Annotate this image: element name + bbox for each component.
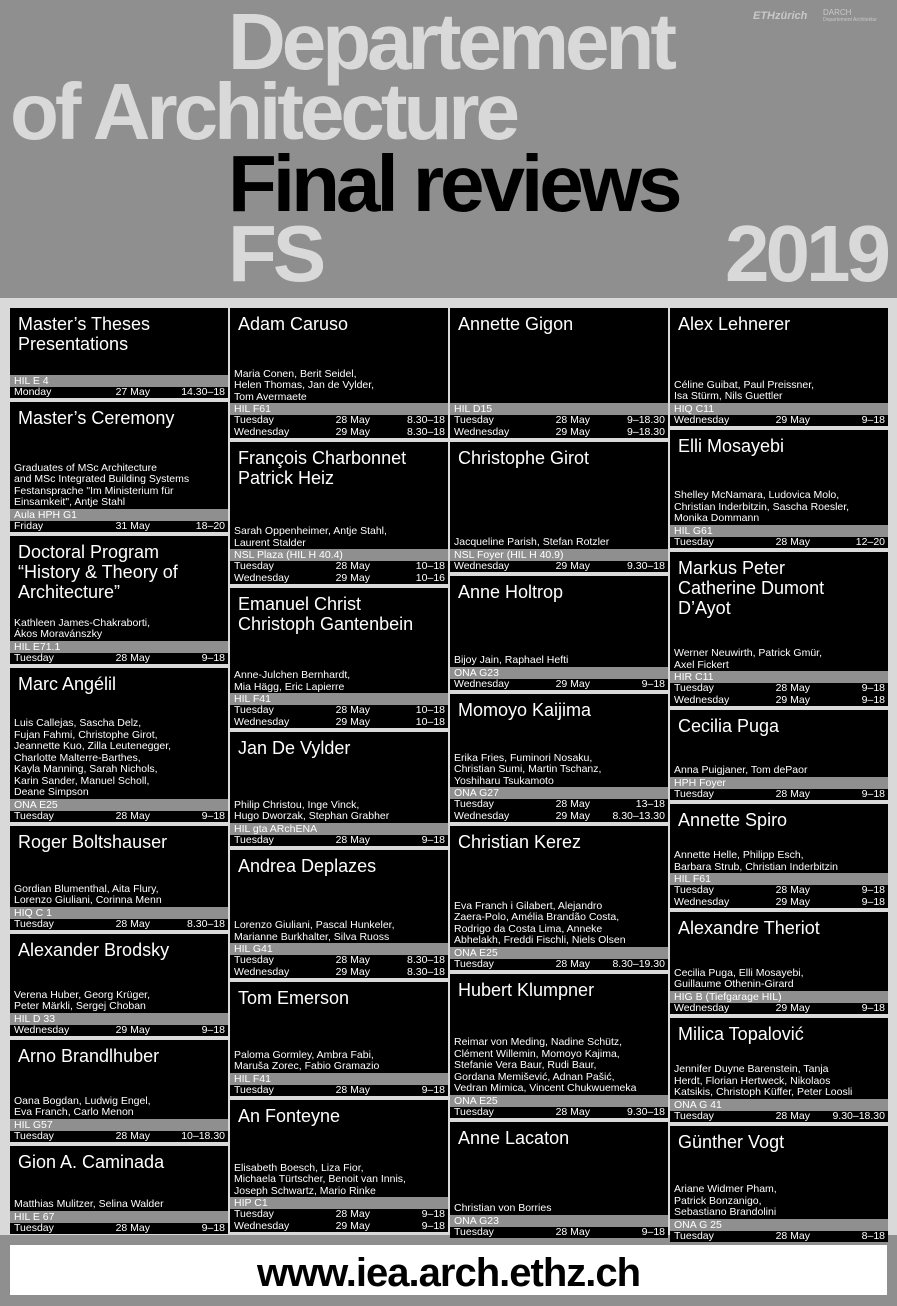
- session-row: [230, 705, 448, 717]
- card-jury: Philip Christou, Inge Vinck, Hugo Dworzak, Stephan Grabher: [234, 798, 390, 822]
- session-date: 29 May: [555, 559, 590, 572]
- card-jury: Céline Guibat, Paul Preissner, Isa Stürm, Nils Guettler: [674, 378, 815, 402]
- session-day: Tuesday: [674, 1229, 714, 1242]
- session-date: 29 May: [555, 809, 590, 822]
- session-date: 28 May: [775, 884, 810, 896]
- session-row: [230, 1221, 448, 1233]
- card-title: Christian Kerez: [458, 832, 582, 852]
- card-title: Gion A. Caminada: [18, 1152, 165, 1172]
- session-row: [450, 1227, 668, 1239]
- session-day: Tuesday: [674, 535, 714, 548]
- review-card: [450, 694, 668, 822]
- session-date: 28 May: [335, 1208, 370, 1220]
- session-time: 9–18: [861, 693, 885, 706]
- review-card: [230, 732, 448, 846]
- review-card: [450, 308, 668, 438]
- session-date: 28 May: [555, 1225, 590, 1238]
- session-day: Wednesday: [454, 677, 510, 690]
- review-card: [230, 850, 448, 978]
- card-title: Alexander Brodsky: [18, 940, 170, 960]
- session-row: [10, 521, 228, 533]
- card-room: ONA G 25: [670, 1219, 888, 1231]
- session-date: 28 May: [335, 1083, 370, 1096]
- session-day: Wednesday: [454, 559, 510, 572]
- session-time: 10–18: [415, 715, 445, 728]
- card-room: HIL D15: [450, 403, 668, 415]
- card-title: Emanuel Christ Christoph Gantenbein: [238, 594, 414, 634]
- session-day: Wednesday: [234, 571, 290, 584]
- review-card: [670, 710, 888, 800]
- session-day: Tuesday: [674, 884, 714, 896]
- title-line-4: FS: [228, 209, 323, 298]
- card-jury: Eva Franch i Gilabert, Alejandro Zaera-Polo, Amélia Brandão Costa, Rodrigo da Costa Lima, Anneke Abhelakh, Freddi Fischli, Niels Olsen: [454, 899, 626, 946]
- footer-url[interactable]: www.iea.arch.ethz.ch: [256, 1251, 641, 1295]
- session-date: 29 May: [335, 571, 370, 584]
- review-card: [670, 1126, 888, 1242]
- session-day: Tuesday: [234, 833, 274, 846]
- session-time: 9–18.30: [627, 414, 665, 426]
- card-title: Adam Caruso: [238, 314, 349, 334]
- card-title: Annette Spiro: [678, 810, 788, 830]
- card-jury: Reimar von Meding, Nadine Schütz, Clément Willemin, Momoyo Kajima, Stefanie Vera Baur, Rudi Baur, Gordana Memišević, Adnan Pašić, Vedran Mimica, Vincent Chukwuemeka: [454, 1036, 637, 1094]
- card-title: Anne Holtrop: [458, 582, 564, 602]
- session-date: 28 May: [555, 1105, 590, 1118]
- card-title: Hubert Klumpner: [458, 980, 595, 1000]
- card-jury: Graduates of MSc Architecture and MSc Integrated Building Systems Festansprache "Im Ministerium für Einsamkeit", Antje Stahl: [14, 461, 190, 508]
- darch-logo-text: DARCH: [823, 8, 852, 17]
- session-day: Wednesday: [234, 425, 290, 438]
- card-jury: Annette Helle, Philipp Esch, Barbara Strub, Christian Inderbitzin: [674, 849, 838, 873]
- session-date: 28 May: [335, 833, 370, 846]
- card-room: HIL gta ARchENA: [230, 823, 448, 835]
- card-jury: Verena Huber, Georg Krüger, Peter Märkli, Sergej Choban: [14, 988, 151, 1012]
- session-day: Tuesday: [14, 651, 54, 664]
- session-row: [230, 717, 448, 729]
- session-time: 9.30–18: [627, 559, 665, 572]
- card-title: Günther Vogt: [678, 1132, 785, 1152]
- session-date: 29 May: [555, 425, 590, 438]
- session-time: 9.30–18.30: [832, 1109, 885, 1122]
- review-card: [10, 536, 228, 664]
- session-row: [450, 679, 668, 691]
- session-date: 28 May: [775, 535, 810, 548]
- session-row: [230, 573, 448, 585]
- session-day: Wednesday: [674, 895, 730, 908]
- review-card: [230, 588, 448, 728]
- card-room: NSL Plaza (HIL H 40.4): [230, 549, 448, 561]
- card-jury: Elisabeth Boesch, Liza Fior, Michaela Türtscher, Benoit van Innis, Joseph Schwartz, Mario Rinke: [234, 1161, 406, 1197]
- session-day: Wednesday: [14, 1023, 70, 1036]
- session-date: 29 May: [335, 965, 370, 978]
- card-title: Roger Boltshauser: [18, 832, 168, 852]
- darch-logo: [823, 9, 877, 23]
- session-time: 13–18: [635, 798, 665, 810]
- card-room: HIL E 4: [10, 375, 228, 387]
- session-day: Wednesday: [454, 809, 510, 822]
- review-card: [670, 804, 888, 908]
- session-row: [10, 1025, 228, 1037]
- card-room: HIR C11: [670, 671, 888, 683]
- poster-header: [0, 0, 897, 298]
- review-card: [10, 826, 228, 930]
- session-time: 8–18: [861, 1229, 885, 1242]
- session-time: 9–18: [421, 833, 445, 846]
- session-row: [450, 959, 668, 971]
- card-room: HIL F41: [230, 1073, 448, 1085]
- card-room: ONA G23: [450, 1215, 668, 1227]
- card-room: HIL F61: [670, 873, 888, 885]
- session-time: 9–18: [421, 1219, 445, 1232]
- session-row: [670, 885, 888, 897]
- title-line-3: Final reviews: [228, 139, 679, 228]
- session-time: 9–18: [421, 1208, 445, 1220]
- card-title: Momoyo Kaijima: [458, 700, 592, 720]
- card-room: HIQ C11: [670, 403, 888, 415]
- card-title: François Charbonnet Patrick Heiz: [238, 448, 407, 488]
- session-row: [230, 427, 448, 439]
- review-card: [10, 934, 228, 1036]
- card-title: Milica Topalović: [678, 1024, 804, 1044]
- session-time: 12–20: [855, 535, 885, 548]
- card-jury: Cecilia Puga, Elli Mosayebi, Guillaume Othenin-Girard: [674, 966, 804, 990]
- session-date: 31 May: [115, 519, 150, 532]
- review-card: [230, 442, 448, 584]
- card-room: HIL F61: [230, 403, 448, 415]
- title-line-1: Departement: [228, 0, 674, 86]
- session-day: Wednesday: [674, 693, 730, 706]
- session-day: Tuesday: [14, 809, 54, 822]
- session-day: Tuesday: [674, 1109, 714, 1122]
- session-time: 9–18: [861, 884, 885, 896]
- card-jury: Matthias Mulitzer, Selina Walder: [14, 1198, 164, 1210]
- card-jury: Erika Fries, Fuminori Nosaku, Christian Sumi, Martin Tschanz, Yoshiharu Tsukamoto: [454, 751, 602, 787]
- session-row: [230, 967, 448, 979]
- session-row: [450, 415, 668, 427]
- session-date: 28 May: [775, 1229, 810, 1242]
- review-card: [10, 308, 228, 398]
- session-time: 14.30–18: [181, 385, 225, 398]
- session-time: 8.30–18: [407, 414, 445, 426]
- session-time: 9–18: [641, 1225, 665, 1238]
- session-time: 9–18: [861, 895, 885, 908]
- review-card: [670, 552, 888, 706]
- card-title: Tom Emerson: [238, 988, 350, 1008]
- review-card: [450, 576, 668, 690]
- card-room: ONA E25: [450, 1095, 668, 1107]
- session-date: 29 May: [775, 895, 810, 908]
- session-row: [10, 653, 228, 665]
- session-date: 28 May: [115, 1129, 150, 1142]
- session-time: 18–20: [195, 519, 225, 532]
- card-jury: Jennifer Duyne Barenstein, Tanja Herdt, Florian Hertweck, Nikolaos Katsikis, Christoph Küffer, Peter Loosli: [674, 1063, 853, 1098]
- review-card: [230, 1100, 448, 1232]
- card-room: HIL F41: [230, 693, 448, 705]
- session-row: [670, 695, 888, 707]
- session-row: [670, 537, 888, 549]
- review-card: [450, 1122, 668, 1238]
- session-time: 10–18: [415, 704, 445, 716]
- review-card: [450, 442, 668, 572]
- session-time: 9–18: [201, 651, 225, 664]
- session-day: Tuesday: [14, 917, 54, 930]
- card-room: ONA G23: [450, 667, 668, 679]
- card-title: Marc Angélil: [18, 674, 117, 694]
- session-date: 28 May: [775, 1109, 810, 1122]
- session-row: [670, 415, 888, 427]
- card-jury: Anna Puigjaner, Tom dePaor: [674, 764, 808, 776]
- review-card: [670, 308, 888, 426]
- session-date: 29 May: [335, 425, 370, 438]
- card-jury: Maria Conen, Berit Seidel, Helen Thomas, Jan de Vylder, Tom Avermaete: [234, 367, 375, 403]
- session-time: 9–18: [861, 787, 885, 800]
- session-day: Tuesday: [674, 787, 714, 800]
- card-room: HIG B (Tiefgarage HIL): [670, 991, 888, 1003]
- card-title: Andrea Deplazes: [238, 856, 377, 876]
- session-day: Tuesday: [14, 1221, 54, 1234]
- session-time: 9.30–18: [627, 1105, 665, 1118]
- card-jury: Werner Neuwirth, Patrick Gmür, Axel Fickert: [674, 647, 823, 671]
- session-day: Tuesday: [14, 1129, 54, 1142]
- card-jury: Paloma Gormley, Ambra Fabi, Maruša Zorec, Fabio Gramazio: [234, 1048, 380, 1072]
- session-date: 29 May: [555, 677, 590, 690]
- session-time: 9–18.30: [627, 425, 665, 438]
- session-day: Wednesday: [454, 425, 510, 438]
- card-title: Jan De Vylder: [238, 738, 351, 758]
- card-jury: Sarah Oppenheimer, Antje Stahl, Laurent Stalder: [234, 525, 387, 549]
- session-row: [450, 1107, 668, 1119]
- session-date: 28 May: [335, 414, 370, 426]
- card-title: Markus Peter Catherine Dumont D’Ayot: [678, 558, 825, 618]
- review-card: [10, 1146, 228, 1234]
- session-time: 10–18.30: [181, 1129, 225, 1142]
- session-day: Monday: [14, 385, 52, 398]
- card-room: ONA G 41: [670, 1099, 888, 1111]
- session-time: 8.30–13.30: [612, 809, 665, 822]
- card-title: Alex Lehnerer: [678, 314, 791, 334]
- reviews-grid: [0, 298, 897, 1242]
- session-day: Wednesday: [234, 1219, 290, 1232]
- session-date: 28 May: [555, 414, 590, 426]
- card-room: HIL D 33: [10, 1013, 228, 1025]
- card-title: Doctoral Program “History & Theory of Architecture”: [18, 542, 178, 602]
- session-row: [450, 427, 668, 439]
- session-time: 9–18: [201, 809, 225, 822]
- session-row: [230, 955, 448, 967]
- session-date: 28 May: [555, 798, 590, 810]
- card-room: ONA G27: [450, 787, 668, 799]
- session-date: 29 May: [335, 1219, 370, 1232]
- session-date: 29 May: [775, 1001, 810, 1014]
- session-row: [230, 1209, 448, 1221]
- card-room: ONA E25: [450, 947, 668, 959]
- title-line-2: of Architecture: [10, 67, 517, 156]
- session-date: 29 May: [335, 715, 370, 728]
- card-jury: Christian von Borries: [454, 1202, 552, 1214]
- card-room: HPH Foyer: [670, 777, 888, 789]
- session-day: Tuesday: [234, 954, 274, 966]
- session-row: [230, 835, 448, 847]
- session-time: 9–18: [641, 677, 665, 690]
- session-time: 9–18: [861, 413, 885, 426]
- session-date: 28 May: [335, 560, 370, 572]
- session-time: 9–18: [201, 1023, 225, 1036]
- card-room: HIP C1: [230, 1197, 448, 1209]
- session-date: 29 May: [775, 413, 810, 426]
- session-day: Tuesday: [234, 560, 274, 572]
- card-title: Alexandre Theriot: [678, 918, 820, 938]
- session-time: 9–18: [201, 1221, 225, 1234]
- session-day: Tuesday: [454, 957, 494, 970]
- session-date: 29 May: [775, 693, 810, 706]
- darch-logo-subtext: Departement Architektur: [823, 16, 877, 23]
- session-row: [670, 1111, 888, 1123]
- session-day: Tuesday: [454, 414, 494, 426]
- session-time: 9–18: [861, 1001, 885, 1014]
- session-time: 8.30–18: [187, 917, 225, 930]
- card-title: Arno Brandlhuber: [18, 1046, 160, 1066]
- session-day: Friday: [14, 519, 44, 532]
- card-room: NSL Foyer (HIL H 40.9): [450, 549, 668, 561]
- session-date: 29 May: [115, 1023, 150, 1036]
- review-card: [10, 402, 228, 532]
- card-title: Anne Lacaton: [458, 1128, 570, 1148]
- review-card: [230, 308, 448, 438]
- review-card: [670, 1018, 888, 1122]
- review-card: [10, 1040, 228, 1142]
- session-row: [10, 919, 228, 931]
- card-room: Aula HPH G1: [10, 509, 228, 521]
- session-day: Tuesday: [454, 798, 494, 810]
- session-row: [450, 561, 668, 573]
- session-row: [450, 799, 668, 811]
- session-time: 8.30–18: [407, 954, 445, 966]
- card-room: HIL G41: [230, 943, 448, 955]
- card-title: Master’s Ceremony: [18, 408, 175, 428]
- session-day: Tuesday: [454, 1225, 494, 1238]
- card-title: An Fonteyne: [238, 1106, 341, 1126]
- session-day: Wednesday: [674, 1001, 730, 1014]
- session-row: [10, 387, 228, 399]
- review-card: [230, 982, 448, 1096]
- review-card: [670, 912, 888, 1014]
- session-date: 28 May: [775, 682, 810, 694]
- session-day: Tuesday: [234, 704, 274, 716]
- review-card: [450, 974, 668, 1118]
- session-date: 28 May: [115, 1221, 150, 1234]
- card-jury: Shelley McNamara, Ludovica Molo, Christian Inderbitzin, Sascha Roesler, Monika Dommann: [674, 489, 850, 524]
- session-day: Tuesday: [234, 414, 274, 426]
- card-jury: Gordian Blumenthal, Aita Flury, Lorenzo Giuliani, Corinna Menn: [14, 882, 162, 906]
- session-date: 28 May: [115, 917, 150, 930]
- session-date: 28 May: [775, 787, 810, 800]
- session-day: Tuesday: [234, 1083, 274, 1096]
- session-date: 28 May: [115, 651, 150, 664]
- session-row: [230, 1085, 448, 1097]
- session-row: [10, 1131, 228, 1143]
- session-time: 8.30–19.30: [612, 957, 665, 970]
- card-title: Christophe Girot: [458, 448, 590, 468]
- review-card: [670, 430, 888, 548]
- session-row: [230, 415, 448, 427]
- session-day: Tuesday: [454, 1105, 494, 1118]
- session-row: [670, 683, 888, 695]
- session-row: [10, 1223, 228, 1235]
- session-time: 8.30–18: [407, 965, 445, 978]
- card-jury: Oana Bogdan, Ludwig Engel, Eva Franch, Carlo Menon: [14, 1094, 151, 1118]
- card-room: HIL G61: [670, 525, 888, 537]
- session-date: 28 May: [555, 957, 590, 970]
- card-jury: Lorenzo Giuliani, Pascal Hunkeler, Marianne Burkhalter, Silva Ruoss: [234, 919, 395, 943]
- session-time: 10–16: [415, 571, 445, 584]
- card-title: Cecilia Puga: [678, 716, 780, 736]
- title-year: 2019: [725, 209, 887, 298]
- card-jury: Kathleen James-Chakraborti, Ákos Moravánszky: [14, 616, 150, 640]
- card-jury: Anne-Julchen Bernhardt, Mia Hägg, Eric Lapierre: [234, 669, 351, 693]
- card-title: Annette Gigon: [458, 314, 574, 334]
- review-card: [450, 826, 668, 970]
- session-row: [670, 1003, 888, 1015]
- session-row: [670, 897, 888, 909]
- session-row: [670, 1231, 888, 1243]
- session-date: 27 May: [115, 385, 150, 398]
- review-card: [10, 668, 228, 822]
- session-time: 10–18: [415, 560, 445, 572]
- session-row: [670, 789, 888, 801]
- card-room: HIQ C 1: [10, 907, 228, 919]
- session-date: 28 May: [115, 809, 150, 822]
- footer: [10, 1245, 887, 1295]
- session-time: 8.30–18: [407, 425, 445, 438]
- session-day: Tuesday: [674, 682, 714, 694]
- card-room: HIL E 67: [10, 1211, 228, 1223]
- session-time: 9–18: [421, 1083, 445, 1096]
- eth-logo: ETHzürich: [753, 10, 808, 22]
- card-room: ONA E25: [10, 799, 228, 811]
- session-date: 28 May: [335, 704, 370, 716]
- session-row: [450, 811, 668, 823]
- card-title: Master’s Theses Presentations: [18, 314, 151, 354]
- session-row: [10, 811, 228, 823]
- session-row: [230, 561, 448, 573]
- card-room: HIL E71.1: [10, 641, 228, 653]
- session-day: Wednesday: [674, 413, 730, 426]
- session-time: 9–18: [861, 682, 885, 694]
- card-room: HIL G57: [10, 1119, 228, 1131]
- card-jury: Luis Callejas, Sascha Delz, Fujan Fahmi, Christophe Girot, Jeannette Kuo, Zilla Leutenegger, Charlotte Malterre-Barthes, Kayla Manning, Sarah Nichols, Karin Sander, Manuel Scholl, Deane Simpson: [14, 717, 172, 798]
- card-jury: Jacqueline Parish, Stefan Rotzler: [454, 536, 610, 548]
- session-day: Tuesday: [234, 1208, 274, 1220]
- session-date: 28 May: [335, 954, 370, 966]
- card-title: Elli Mosayebi: [678, 436, 785, 456]
- card-jury: Bijoy Jain, Raphael Hefti: [454, 654, 569, 666]
- session-day: Wednesday: [234, 965, 290, 978]
- session-day: Wednesday: [234, 715, 290, 728]
- card-jury: Ariane Widmer Pham, Patrick Bonzanigo, Sebastiano Brandolini: [674, 1183, 777, 1218]
